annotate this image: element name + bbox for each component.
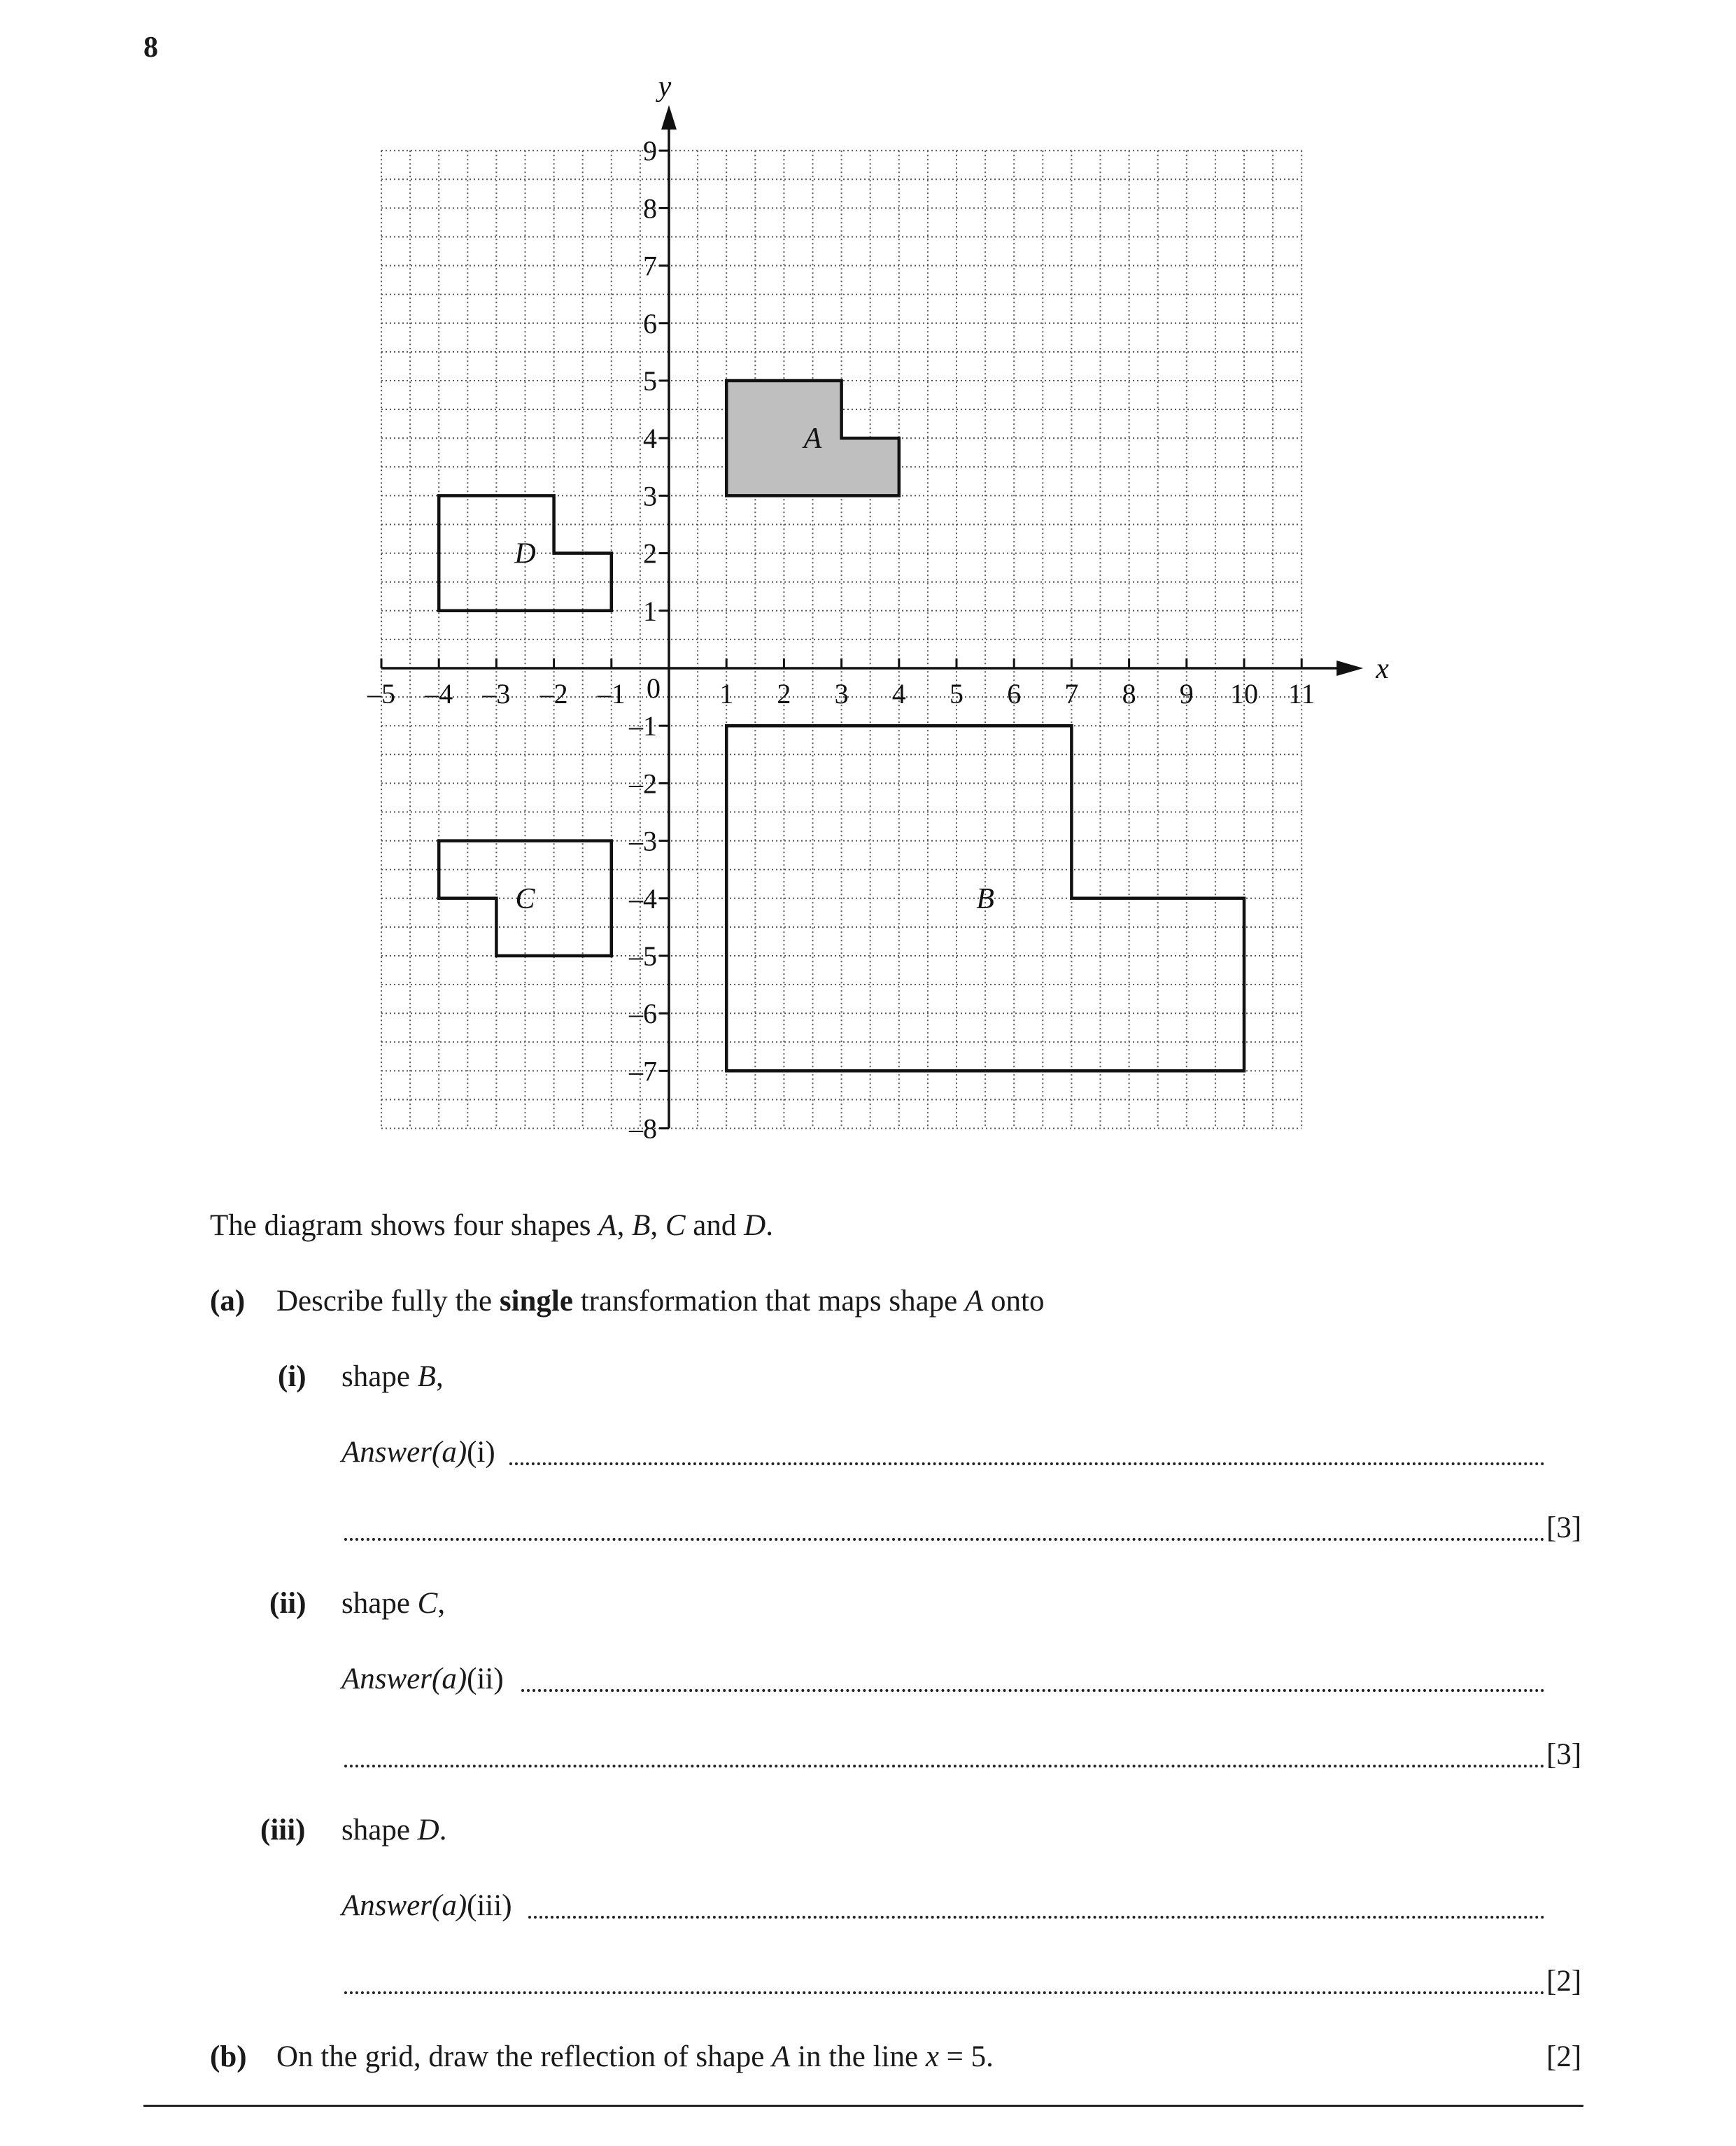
x-tick-label: 10: [1230, 678, 1258, 710]
sub-ii-text: shape C,: [341, 1587, 446, 1620]
x-tick-label: –1: [597, 678, 626, 710]
question-number: 8: [143, 31, 158, 64]
sub-i-label: (i): [278, 1360, 306, 1393]
part-b-question: On the grid, draw the reflection of shape A in the line x = 5.: [276, 2040, 994, 2073]
y-tick-label: 8: [643, 192, 657, 225]
x-tick-label: 2: [777, 678, 791, 710]
marks-a-ii: [3]: [1546, 1738, 1582, 1771]
y-tick-label: 1: [643, 595, 657, 627]
x-tick-label: –5: [367, 678, 395, 710]
answer-a-ii-line-2[interactable]: [344, 1765, 1545, 1767]
x-tick-label: –4: [425, 678, 453, 710]
part-b-label: (b): [210, 2040, 247, 2073]
intro-text: The diagram shows four shapes A, B, C and D.: [210, 1209, 773, 1242]
answer-a-i-line-1[interactable]: [509, 1462, 1545, 1465]
shape-label-a: A: [803, 423, 822, 456]
y-tick-label: –6: [629, 998, 657, 1030]
x-tick-label: 9: [1179, 678, 1194, 710]
answer-a-i-line-2[interactable]: [344, 1538, 1545, 1541]
sub-ii-label: (ii): [269, 1587, 306, 1620]
x-tick-label: 4: [891, 678, 906, 710]
x-tick-label: –2: [539, 678, 568, 710]
shape-label-c: C: [515, 882, 535, 915]
y-axis-label: y: [658, 71, 672, 104]
y-tick-label: –5: [629, 940, 657, 972]
answer-a-ii-line-1[interactable]: [521, 1689, 1545, 1692]
y-tick-label: –3: [629, 825, 657, 857]
y-tick-label: 3: [643, 480, 657, 512]
marks-a-iii: [2]: [1546, 1965, 1582, 1998]
sub-iii-label: (iii): [260, 1814, 306, 1847]
marks-b: [2]: [1546, 2040, 1582, 2073]
y-tick-label: 6: [643, 307, 657, 339]
y-tick-label: 7: [643, 250, 657, 282]
answer-a-i-label: Answer(a)(i): [341, 1436, 495, 1469]
y-tick-label: 4: [643, 423, 657, 455]
x-tick-label: 1: [719, 678, 734, 710]
part-a-label: (a): [210, 1285, 246, 1318]
shape-label-b: B: [976, 882, 994, 915]
x-tick-label: 5: [950, 678, 964, 710]
x-tick-label: 7: [1064, 678, 1079, 710]
y-axis-arrow-icon: [661, 105, 677, 129]
y-tick-label: –4: [629, 882, 657, 915]
y-tick-label: 5: [643, 365, 657, 397]
x-tick-label: 8: [1122, 678, 1136, 710]
y-tick-label: –1: [629, 710, 657, 742]
shape-label-d: D: [514, 537, 536, 570]
origin-label: 0: [647, 672, 661, 704]
x-tick-label: 3: [834, 678, 849, 710]
page-bottom-rule: [143, 2105, 1583, 2107]
marks-a-i: [3]: [1546, 1511, 1582, 1544]
answer-a-ii-label: Answer(a)(ii): [341, 1663, 504, 1695]
x-axis-label: x: [1376, 653, 1389, 685]
answer-a-iii-line-1[interactable]: [528, 1916, 1545, 1919]
y-tick-label: –2: [629, 768, 657, 800]
x-tick-label: –3: [482, 678, 511, 710]
y-tick-label: 2: [643, 537, 657, 570]
answer-a-iii-label: Answer(a)(iii): [341, 1889, 512, 1922]
y-tick-label: –7: [629, 1055, 657, 1087]
x-tick-label: 11: [1287, 678, 1315, 710]
answer-a-iii-line-2[interactable]: [344, 1991, 1545, 1994]
sub-iii-text: shape D.: [341, 1814, 447, 1847]
x-axis-arrow-icon: [1336, 661, 1363, 676]
y-tick-label: 9: [643, 135, 657, 167]
x-tick-label: 6: [1007, 678, 1022, 710]
part-a-question: Describe fully the single transformation that maps shape A onto: [276, 1285, 1045, 1318]
sub-i-text: shape B,: [341, 1360, 444, 1393]
y-tick-label: –8: [629, 1113, 657, 1145]
